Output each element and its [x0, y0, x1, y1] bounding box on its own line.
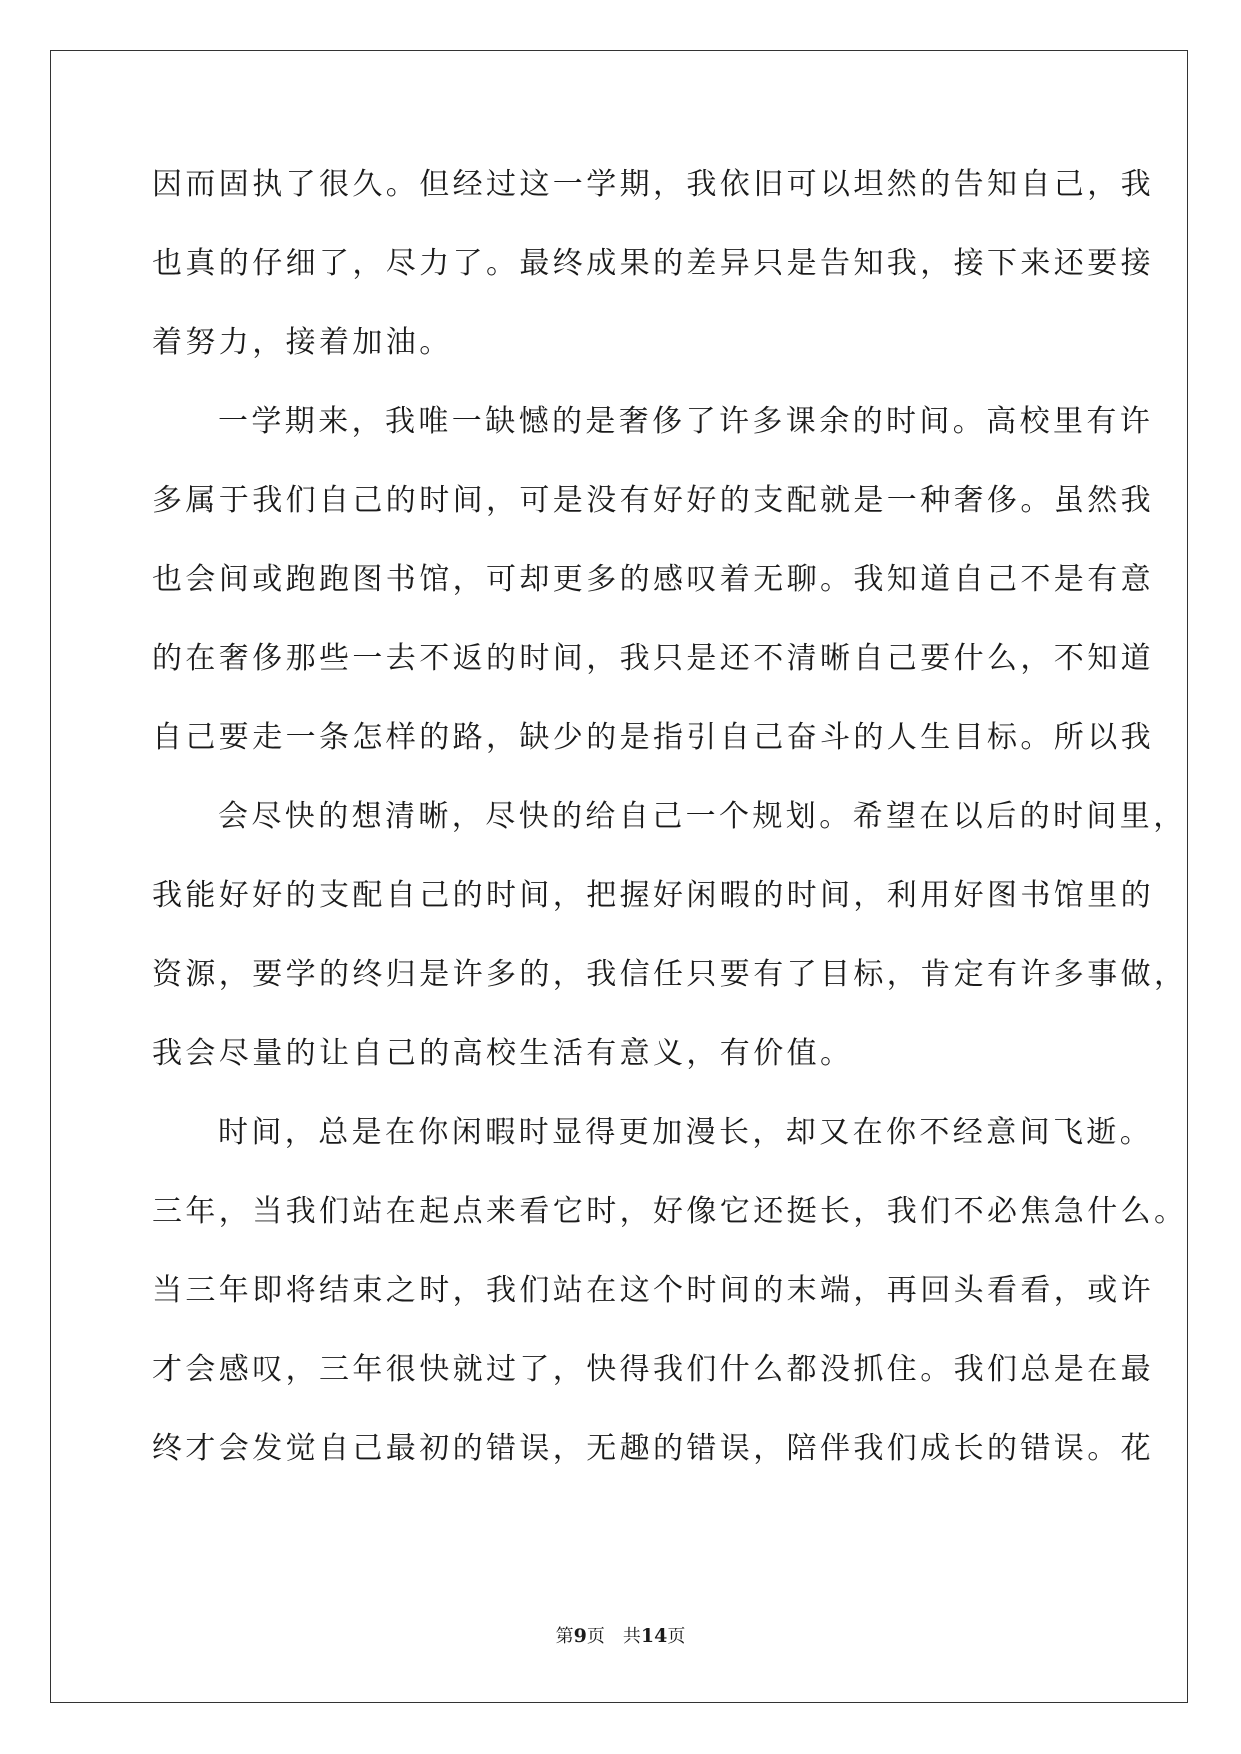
page-number: 9 — [573, 1625, 587, 1647]
text-line: 的在奢侈那些一去不返的时间，我只是还不清晰自己要什么，不知道 — [152, 641, 1154, 676]
text-line: 会尽快的想清晰，尽快的给自己一个规划。希望在以后的时间里， — [218, 799, 1187, 834]
text-line: 自己要走一条怎样的路，缺少的是指引自己奋斗的人生目标。所以我 — [152, 720, 1154, 755]
text-line: 一学期来，我唯一缺憾的是奢侈了许多课余的时间。高校里有许 — [218, 404, 1154, 439]
text-line: 也会间或跑跑图书馆，可却更多的感叹着无聊。我知道自己不是有意 — [152, 562, 1154, 597]
text-line: 终才会发觉自己最初的错误，无趣的错误，陪伴我们成长的错误。花 — [152, 1431, 1154, 1466]
total-suffix: 页 — [667, 1626, 686, 1647]
text-line: 时间，总是在你闲暇时显得更加漫长，却又在你不经意间飞逝。 — [218, 1115, 1154, 1150]
page-suffix: 页 — [586, 1626, 605, 1647]
text-line: 因而固执了很久。但经过这一学期，我依旧可以坦然的告知自己，我 — [152, 167, 1154, 202]
text-line: 当三年即将结束之时，我们站在这个时间的末端，再回头看看，或许 — [152, 1273, 1154, 1308]
total-pages: 14 — [640, 1625, 668, 1647]
text-line: 才会感叹，三年很快就过了，快得我们什么都没抓住。我们总是在最 — [152, 1352, 1154, 1387]
text-line: 我会尽量的让自己的高校生活有意义，有价值。 — [152, 1036, 854, 1071]
total-prefix: 共 — [622, 1626, 641, 1647]
document-body — [152, 160, 1188, 1503]
text-line: 也真的仔细了，尽力了。最终成果的差异只是告知我，接下来还要接 — [152, 246, 1154, 281]
text-line: 多属于我们自己的时间，可是没有好好的支配就是一种奢侈。虽然我 — [152, 483, 1154, 518]
text-line: 我能好好的支配自己的时间，把握好闲暇的时间，利用好图书馆里的 — [152, 878, 1154, 913]
text-line: 资源，要学的终归是许多的，我信任只要有了目标，肯定有许多事做， — [152, 957, 1188, 992]
page-prefix: 第 — [555, 1626, 574, 1647]
text-line: 三年，当我们站在起点来看它时，好像它还挺长，我们不必焦急什么。 — [152, 1194, 1188, 1229]
page-footer — [0, 1622, 1241, 1648]
text-line: 着努力，接着加油。 — [152, 325, 453, 360]
